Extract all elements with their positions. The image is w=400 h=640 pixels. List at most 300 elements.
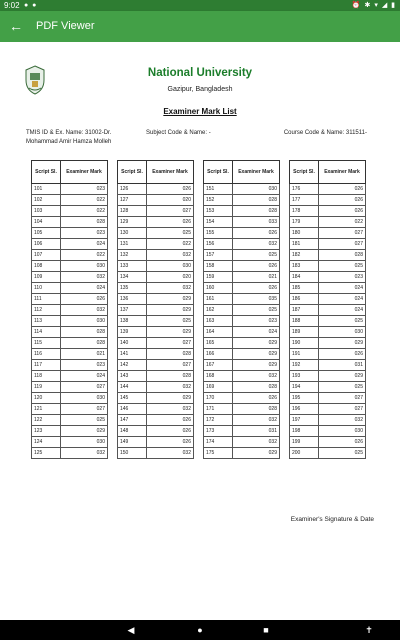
mark-table	[203, 160, 280, 459]
script-number: 113	[32, 316, 61, 327]
examiner-mark: 030	[147, 261, 194, 272]
examiner-mark: 026	[319, 195, 366, 206]
table-row	[290, 338, 366, 349]
table-row	[32, 393, 108, 404]
script-number: 136	[118, 294, 147, 305]
table-row	[118, 338, 194, 349]
examiner-mark: 020	[147, 195, 194, 206]
table-row	[32, 239, 108, 250]
table-row	[118, 437, 194, 448]
script-number: 164	[204, 327, 233, 338]
examiner-mark: 029	[147, 327, 194, 338]
script-number: 162	[204, 305, 233, 316]
examiner-mark: 025	[319, 261, 366, 272]
examiner-mark: 023	[233, 316, 280, 327]
script-number: 128	[118, 206, 147, 217]
script-number: 167	[204, 360, 233, 371]
examiner-mark: 030	[61, 316, 108, 327]
script-number: 194	[290, 382, 319, 393]
examiner-mark: 028	[233, 404, 280, 415]
university-name: National University	[147, 67, 253, 79]
table-row	[32, 448, 108, 459]
table-row	[118, 272, 194, 283]
examiner-mark: 024	[319, 305, 366, 316]
table-row	[118, 426, 194, 437]
examiner-mark: 031	[233, 426, 280, 437]
table-header-row	[290, 161, 366, 184]
table-row	[204, 184, 280, 195]
table-row	[32, 217, 108, 228]
script-header: Script Sl.	[118, 161, 147, 184]
script-number: 180	[290, 228, 319, 239]
script-number: 139	[118, 327, 147, 338]
script-number: 190	[290, 338, 319, 349]
nav-back-icon[interactable]: ◀	[127, 625, 135, 635]
examiner-mark: 029	[147, 305, 194, 316]
document-heading: Examiner Mark List	[163, 107, 237, 116]
script-number: 106	[32, 239, 61, 250]
table-row	[32, 228, 108, 239]
examiner-mark: 024	[61, 283, 108, 294]
examiner-mark: 026	[319, 437, 366, 448]
table-row	[290, 305, 366, 316]
table-row	[204, 327, 280, 338]
table-row	[204, 404, 280, 415]
script-number: 121	[32, 404, 61, 415]
table-row	[118, 283, 194, 294]
script-number: 153	[204, 206, 233, 217]
table-row	[32, 382, 108, 393]
table-row	[290, 250, 366, 261]
table-row	[118, 360, 194, 371]
examiner-mark: 026	[61, 294, 108, 305]
table-row	[118, 206, 194, 217]
script-number: 111	[32, 294, 61, 305]
university-location: Gazipur, Bangladesh	[167, 86, 233, 93]
table-row	[290, 261, 366, 272]
script-number: 196	[290, 404, 319, 415]
examiner-mark: 031	[319, 360, 366, 371]
table-row	[290, 349, 366, 360]
table-row	[204, 283, 280, 294]
examiner-mark: 026	[147, 184, 194, 195]
table-row	[118, 349, 194, 360]
script-number: 157	[204, 250, 233, 261]
examiner-mark: 025	[233, 250, 280, 261]
table-row	[290, 415, 366, 426]
examiner-mark: 030	[61, 393, 108, 404]
examiner-mark: 032	[233, 371, 280, 382]
nav-home-icon[interactable]: ●	[197, 625, 203, 635]
examiner-mark: 029	[319, 338, 366, 349]
examiner-mark: 027	[61, 404, 108, 415]
table-row	[204, 338, 280, 349]
script-number: 126	[118, 184, 147, 195]
subject-info: Subject Code & Name: -	[146, 130, 211, 136]
examiner-mark: 032	[233, 415, 280, 426]
examiner-mark: 030	[61, 437, 108, 448]
table-row	[204, 239, 280, 250]
table-row	[118, 448, 194, 459]
examiner-mark: 025	[319, 448, 366, 459]
script-number: 168	[204, 371, 233, 382]
table-row	[290, 393, 366, 404]
table-row	[32, 415, 108, 426]
script-number: 178	[290, 206, 319, 217]
table-row	[290, 404, 366, 415]
table-row	[290, 184, 366, 195]
script-number: 151	[204, 184, 233, 195]
examiner-mark: 023	[61, 228, 108, 239]
examiner-mark: 032	[233, 239, 280, 250]
table-row	[118, 316, 194, 327]
script-number: 134	[118, 272, 147, 283]
examiner-mark: 033	[233, 217, 280, 228]
table-row	[118, 415, 194, 426]
examiner-mark: 030	[61, 261, 108, 272]
table-row	[204, 360, 280, 371]
examiner-mark: 021	[61, 349, 108, 360]
examiner-mark: 027	[147, 338, 194, 349]
table-row	[290, 272, 366, 283]
script-number: 129	[118, 217, 147, 228]
table-row	[32, 349, 108, 360]
script-number: 130	[118, 228, 147, 239]
examiner-mark: 022	[61, 195, 108, 206]
examiner-mark: 027	[61, 382, 108, 393]
examiner-mark: 032	[61, 272, 108, 283]
script-number: 127	[118, 195, 147, 206]
system-status-icons: ⏰ ✱ ▾ ◢ ▮	[351, 2, 396, 9]
script-number: 114	[32, 327, 61, 338]
mark-header: Examiner Mark	[147, 161, 194, 184]
examiner-mark: 025	[61, 415, 108, 426]
accessibility-icon[interactable]: ✝	[365, 625, 373, 635]
examiner-mark: 028	[147, 371, 194, 382]
script-number: 159	[204, 272, 233, 283]
script-number: 175	[204, 448, 233, 459]
table-row	[204, 272, 280, 283]
script-number: 182	[290, 250, 319, 261]
script-header: Script Sl.	[290, 161, 319, 184]
examiner-mark: 032	[147, 404, 194, 415]
table-row	[118, 371, 194, 382]
script-number: 198	[290, 426, 319, 437]
table-row	[290, 316, 366, 327]
script-number: 105	[32, 228, 61, 239]
script-number: 192	[290, 360, 319, 371]
mark-table	[117, 160, 194, 459]
examiner-mark: 028	[319, 250, 366, 261]
table-row	[32, 272, 108, 283]
table-row	[204, 437, 280, 448]
examiner-mark: 024	[319, 294, 366, 305]
examiner-mark: 035	[233, 294, 280, 305]
examiner-mark: 024	[61, 239, 108, 250]
script-number: 133	[118, 261, 147, 272]
examiner-mark: 032	[147, 382, 194, 393]
table-row	[290, 294, 366, 305]
table-row	[118, 228, 194, 239]
script-number: 122	[32, 415, 61, 426]
examiner-mark: 025	[147, 316, 194, 327]
table-row	[204, 393, 280, 404]
examiner-mark: 032	[147, 448, 194, 459]
script-number: 141	[118, 349, 147, 360]
script-number: 189	[290, 327, 319, 338]
script-number: 160	[204, 283, 233, 294]
table-row	[204, 305, 280, 316]
table-row	[204, 426, 280, 437]
table-row	[118, 404, 194, 415]
script-number: 174	[204, 437, 233, 448]
script-number: 191	[290, 349, 319, 360]
script-number: 110	[32, 283, 61, 294]
script-number: 186	[290, 294, 319, 305]
examiner-mark: 029	[233, 349, 280, 360]
table-row	[32, 371, 108, 382]
script-number: 169	[204, 382, 233, 393]
script-number: 103	[32, 206, 61, 217]
script-number: 117	[32, 360, 61, 371]
table-row	[118, 294, 194, 305]
table-row	[204, 415, 280, 426]
script-number: 154	[204, 217, 233, 228]
examiner-mark: 024	[61, 371, 108, 382]
table-header-row	[118, 161, 194, 184]
script-number: 188	[290, 316, 319, 327]
table-row	[290, 448, 366, 459]
script-number: 120	[32, 393, 61, 404]
examiner-mark: 026	[233, 261, 280, 272]
script-number: 108	[32, 261, 61, 272]
status-bar	[0, 0, 400, 11]
examiner-mark: 026	[147, 426, 194, 437]
signature-label: Examiner's Signature & Date	[290, 516, 374, 523]
examiner-mark: 028	[233, 195, 280, 206]
table-row	[204, 371, 280, 382]
examiner-mark: 025	[147, 228, 194, 239]
examiner-mark: 022	[61, 250, 108, 261]
table-row	[32, 184, 108, 195]
examiner-mark: 027	[319, 393, 366, 404]
script-number: 176	[290, 184, 319, 195]
table-row	[32, 261, 108, 272]
examiner-mark: 032	[61, 448, 108, 459]
app-title: PDF Viewer	[36, 20, 95, 32]
table-row	[204, 217, 280, 228]
app-bar	[0, 11, 400, 42]
script-number: 171	[204, 404, 233, 415]
table-row	[32, 327, 108, 338]
table-row	[204, 349, 280, 360]
examiner-mark: 029	[319, 371, 366, 382]
examiner-mark: 027	[319, 228, 366, 239]
script-number: 138	[118, 316, 147, 327]
script-number: 193	[290, 371, 319, 382]
script-number: 101	[32, 184, 61, 195]
examiner-mark: 026	[147, 217, 194, 228]
examiner-mark: 029	[147, 294, 194, 305]
examiner-mark: 024	[233, 327, 280, 338]
script-number: 143	[118, 371, 147, 382]
back-arrow-icon[interactable]: ←	[9, 18, 23, 34]
table-row	[32, 360, 108, 371]
script-number: 115	[32, 338, 61, 349]
table-row	[118, 327, 194, 338]
table-row	[118, 393, 194, 404]
examiner-mark: 026	[147, 437, 194, 448]
script-number: 187	[290, 305, 319, 316]
script-number: 158	[204, 261, 233, 272]
examiner-mark: 026	[319, 206, 366, 217]
script-number: 152	[204, 195, 233, 206]
script-number: 140	[118, 338, 147, 349]
script-number: 135	[118, 283, 147, 294]
table-row	[32, 338, 108, 349]
table-row	[204, 316, 280, 327]
table-row	[118, 305, 194, 316]
examiner-mark: 023	[61, 360, 108, 371]
script-number: 102	[32, 195, 61, 206]
examiner-mark: 028	[233, 206, 280, 217]
script-number: 104	[32, 217, 61, 228]
script-number: 195	[290, 393, 319, 404]
script-number: 145	[118, 393, 147, 404]
script-number: 163	[204, 316, 233, 327]
table-row	[32, 437, 108, 448]
table-row	[118, 239, 194, 250]
script-number: 146	[118, 404, 147, 415]
examiner-mark: 029	[233, 338, 280, 349]
script-number: 137	[118, 305, 147, 316]
script-number: 144	[118, 382, 147, 393]
examiner-mark: 026	[233, 228, 280, 239]
script-number: 161	[204, 294, 233, 305]
examiner-mark: 022	[319, 217, 366, 228]
table-row	[118, 250, 194, 261]
examiner-mark: 032	[147, 250, 194, 261]
mark-header: Examiner Mark	[233, 161, 280, 184]
table-row	[290, 239, 366, 250]
script-number: 184	[290, 272, 319, 283]
script-number: 181	[290, 239, 319, 250]
mark-table	[31, 160, 108, 459]
examiner-mark: 023	[61, 184, 108, 195]
examiner-mark: 030	[319, 426, 366, 437]
table-row	[32, 206, 108, 217]
examiner-mark: 032	[319, 415, 366, 426]
table-row	[32, 250, 108, 261]
table-row	[204, 261, 280, 272]
table-row	[290, 217, 366, 228]
table-row	[290, 437, 366, 448]
script-header: Script Sl.	[32, 161, 61, 184]
script-number: 131	[118, 239, 147, 250]
examiner-mark: 028	[61, 338, 108, 349]
script-number: 109	[32, 272, 61, 283]
nav-recents-icon[interactable]: ■	[263, 625, 269, 635]
script-number: 116	[32, 349, 61, 360]
table-row	[290, 360, 366, 371]
examiner-mark: 030	[233, 184, 280, 195]
table-row	[204, 228, 280, 239]
table-row	[290, 426, 366, 437]
table-row	[290, 382, 366, 393]
examiner-mark: 022	[147, 239, 194, 250]
university-logo-icon	[24, 64, 46, 96]
table-row	[32, 316, 108, 327]
examiner-mark: 024	[319, 283, 366, 294]
table-row	[204, 448, 280, 459]
script-number: 155	[204, 228, 233, 239]
script-number: 177	[290, 195, 319, 206]
table-row	[118, 382, 194, 393]
table-header-row	[32, 161, 108, 184]
script-number: 142	[118, 360, 147, 371]
notification-icons: ● ●	[24, 2, 38, 9]
examiner-mark: 032	[233, 437, 280, 448]
pdf-page[interactable]	[0, 42, 400, 620]
table-row	[290, 327, 366, 338]
script-number: 125	[32, 448, 61, 459]
script-number: 179	[290, 217, 319, 228]
table-row	[204, 195, 280, 206]
examiner-mark: 029	[233, 360, 280, 371]
examiner-mark: 026	[319, 349, 366, 360]
examiner-mark: 029	[233, 448, 280, 459]
script-number: 199	[290, 437, 319, 448]
table-row	[290, 228, 366, 239]
table-row	[290, 283, 366, 294]
script-number: 185	[290, 283, 319, 294]
script-number: 123	[32, 426, 61, 437]
script-number: 118	[32, 371, 61, 382]
script-header: Script Sl.	[204, 161, 233, 184]
examiner-mark: 020	[147, 272, 194, 283]
examiner-mark: 026	[233, 393, 280, 404]
status-time: 9:02	[4, 1, 20, 10]
examiner-mark: 021	[233, 272, 280, 283]
table-row	[290, 371, 366, 382]
examiner-mark: 026	[319, 184, 366, 195]
table-row	[290, 195, 366, 206]
table-header-row	[204, 161, 280, 184]
table-row	[118, 195, 194, 206]
script-number: 183	[290, 261, 319, 272]
script-number: 149	[118, 437, 147, 448]
table-row	[204, 206, 280, 217]
table-row	[32, 283, 108, 294]
examiner-mark: 029	[147, 393, 194, 404]
table-row	[32, 195, 108, 206]
script-number: 166	[204, 349, 233, 360]
script-number: 132	[118, 250, 147, 261]
examiner-mark: 028	[61, 327, 108, 338]
examiner-mark: 029	[61, 426, 108, 437]
examiner-info: TMIS ID & Ex. Name: 31002-Dr. Mohammad Amir Hamza Molleh	[26, 130, 112, 145]
examiner-mark: 027	[319, 239, 366, 250]
script-number: 150	[118, 448, 147, 459]
examiner-mark: 025	[319, 382, 366, 393]
table-row	[32, 404, 108, 415]
script-number: 112	[32, 305, 61, 316]
examiner-mark: 025	[319, 316, 366, 327]
examiner-mark: 028	[61, 217, 108, 228]
examiner-mark: 023	[319, 272, 366, 283]
table-row	[204, 250, 280, 261]
table-row	[118, 184, 194, 195]
